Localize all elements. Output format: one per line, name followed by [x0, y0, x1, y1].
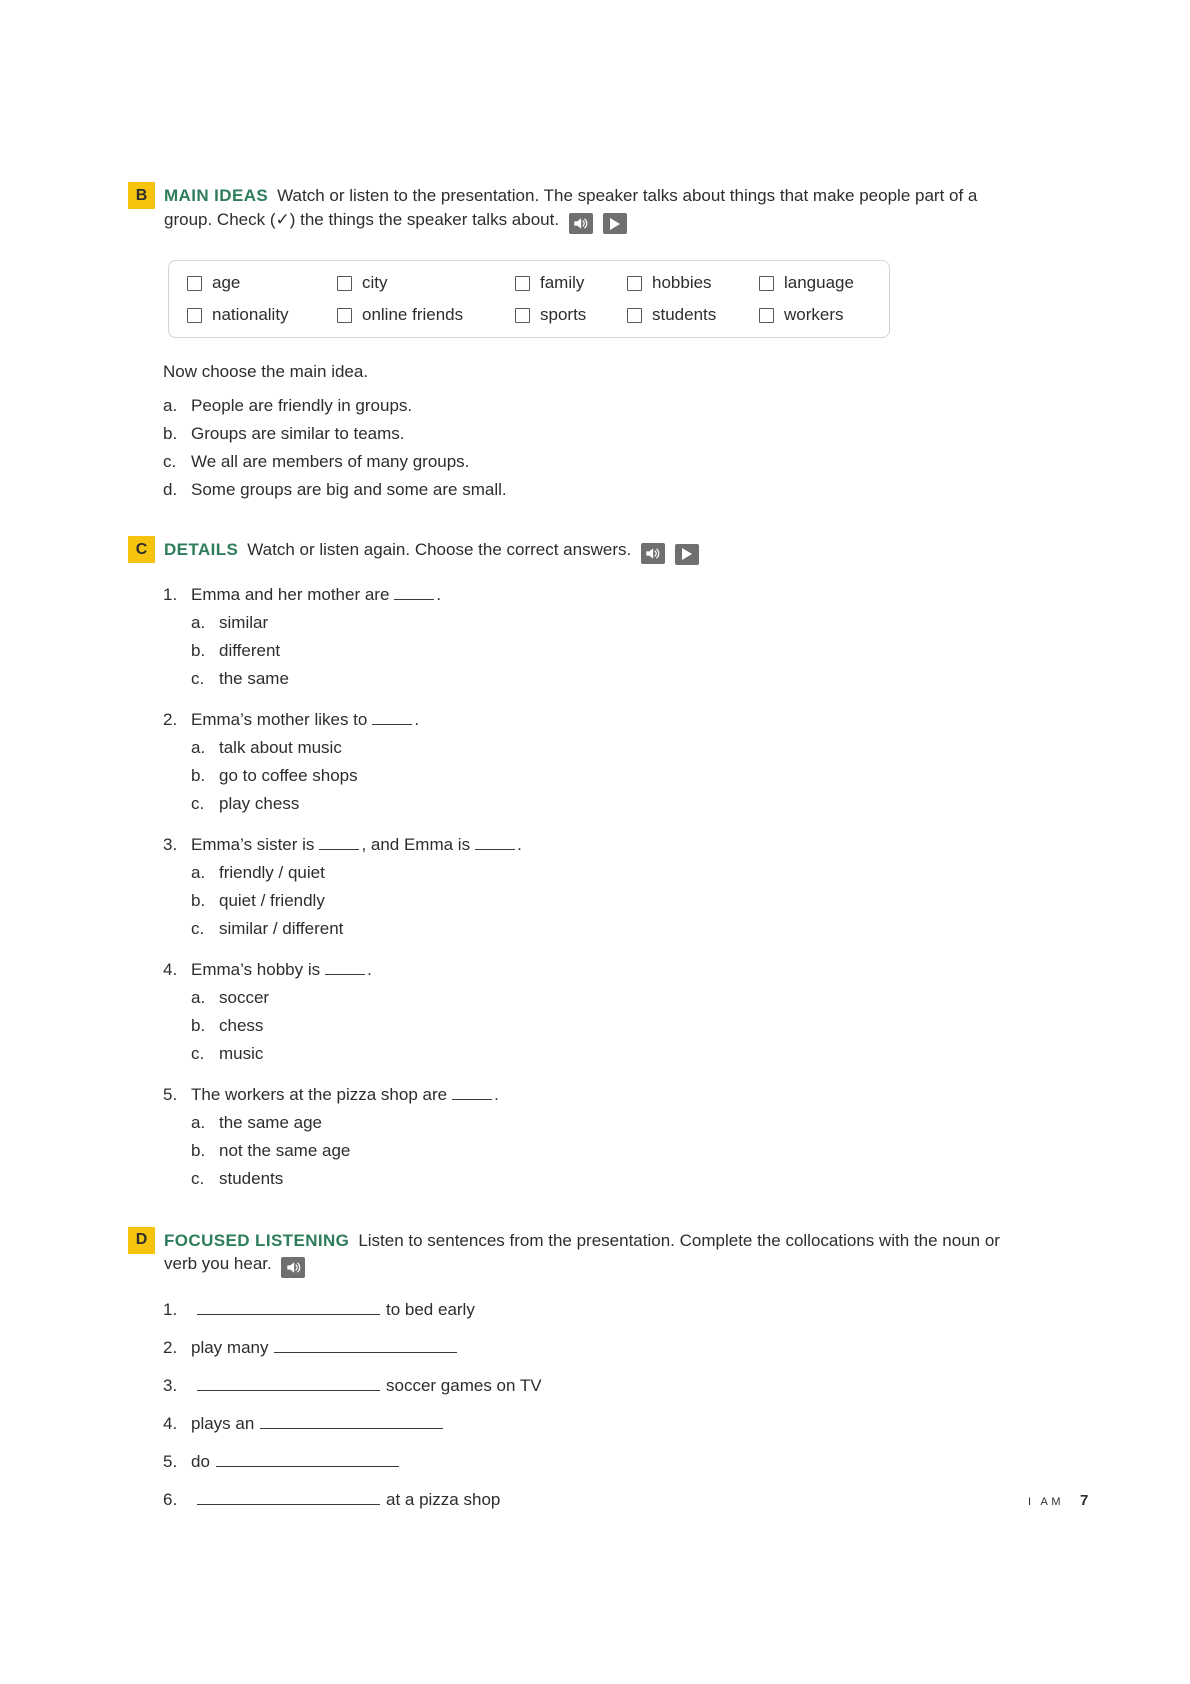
- question-text: Emma and her mother are .: [191, 584, 442, 604]
- checkbox-item-language: [759, 270, 879, 296]
- item-number: 3.: [163, 1376, 178, 1395]
- play-icon: [609, 218, 620, 230]
- checkbox-label: family: [540, 273, 585, 292]
- checkbox-label: language: [784, 273, 854, 292]
- page-footer: [1028, 1492, 1088, 1509]
- speaker-icon: [573, 217, 588, 230]
- question-text: Emma’s hobby is .: [191, 959, 372, 979]
- question-stem: [163, 706, 1190, 734]
- option-text: students: [219, 1168, 284, 1188]
- audio-button[interactable]: [569, 213, 593, 234]
- option-letter: c.: [163, 452, 177, 471]
- collocation-item-5: [163, 1448, 1190, 1475]
- checkbox[interactable]: [187, 276, 202, 291]
- main-idea-option-a[interactable]: [163, 392, 1190, 420]
- checkbox-label: city: [362, 273, 388, 292]
- main-idea-option-d[interactable]: [163, 476, 1190, 504]
- checkbox-item-sports: [515, 302, 627, 328]
- checkbox[interactable]: [187, 308, 202, 323]
- checkbox-item-family: [515, 270, 627, 296]
- item-number: 2.: [163, 1338, 178, 1357]
- option-text: chess: [219, 1015, 264, 1035]
- main-idea-prompt: Now choose the main idea.: [163, 362, 369, 381]
- answer-blank[interactable]: [452, 1086, 492, 1099]
- section-d-badge: D: [128, 1227, 155, 1254]
- fill-in-blank[interactable]: [197, 1378, 380, 1391]
- item-text: plays an: [191, 1414, 255, 1433]
- question-number: 3.: [163, 834, 178, 854]
- checkbox[interactable]: [627, 308, 642, 323]
- answer-blank[interactable]: [319, 836, 359, 849]
- option-letter: a.: [191, 737, 206, 757]
- section-b-badge: B: [128, 182, 155, 209]
- section-c-instruction-text: Watch or listen again. Choose the correct answers.: [247, 540, 632, 559]
- option-letter: d.: [163, 480, 178, 499]
- option-text: friendly / quiet: [219, 862, 325, 882]
- fill-in-blank[interactable]: [274, 1340, 457, 1353]
- option-letter: c.: [191, 668, 205, 688]
- option-a[interactable]: [191, 859, 1190, 887]
- checkbox-label: online friends: [362, 305, 464, 324]
- question-text: The workers at the pizza shop are .: [191, 1084, 499, 1104]
- section-b-instruction-text: Watch or listen to the presentation. The speaker talks about things that make people part of a group. Check (✓) the things the speaker talks about.: [164, 186, 978, 229]
- option-c[interactable]: [191, 1165, 1190, 1193]
- option-letter: b.: [191, 765, 206, 785]
- main-idea-options: [163, 392, 1190, 504]
- question-stem: [163, 581, 1190, 609]
- checkbox-label: students: [652, 305, 717, 324]
- option-a[interactable]: [191, 1109, 1190, 1137]
- question-options: [191, 609, 1190, 693]
- option-text: talk about music: [219, 737, 342, 757]
- fill-in-blank[interactable]: [216, 1454, 399, 1467]
- speaker-icon: [645, 547, 660, 560]
- question-options: [191, 734, 1190, 818]
- option-c[interactable]: [191, 665, 1190, 693]
- question-options: [191, 1109, 1190, 1193]
- topics-checkbox-panel: [168, 260, 890, 338]
- collocation-item-4: [163, 1410, 1190, 1437]
- main-idea-option-b[interactable]: [163, 420, 1190, 448]
- section-details: [128, 538, 1020, 565]
- option-letter: b.: [191, 640, 206, 660]
- checkbox[interactable]: [759, 308, 774, 323]
- option-text: quiet / friendly: [219, 890, 325, 910]
- section-d-instruction: [164, 1229, 1020, 1279]
- checkbox-label: hobbies: [652, 273, 712, 292]
- option-letter: a.: [163, 396, 178, 415]
- option-letter: c.: [191, 793, 205, 813]
- option-a[interactable]: [191, 609, 1190, 637]
- question-stem: [163, 956, 1190, 984]
- option-letter: a.: [191, 862, 206, 882]
- item-text: play many: [191, 1338, 269, 1357]
- fill-in-blank[interactable]: [197, 1492, 380, 1505]
- section-c-badge: C: [128, 536, 155, 563]
- item-text: at a pizza shop: [386, 1490, 501, 1509]
- option-letter: a.: [191, 612, 206, 632]
- play-icon: [681, 548, 692, 560]
- option-text: go to coffee shops: [219, 765, 358, 785]
- option-c[interactable]: [191, 915, 1190, 943]
- audio-button[interactable]: [281, 1257, 305, 1278]
- option-c[interactable]: [191, 790, 1190, 818]
- question-text: Emma’s sister is , and Emma is .: [191, 834, 522, 854]
- collocation-item-2: [163, 1334, 1190, 1361]
- option-text: Groups are similar to teams.: [191, 424, 405, 443]
- collocation-item-3: [163, 1372, 1190, 1399]
- option-letter: c.: [191, 918, 205, 938]
- question-number: 5.: [163, 1084, 178, 1104]
- option-text: not the same age: [219, 1140, 351, 1160]
- option-letter: b.: [191, 1140, 206, 1160]
- option-letter: c.: [191, 1168, 205, 1188]
- question-5: [163, 1081, 1190, 1193]
- checkbox-label: sports: [540, 305, 587, 324]
- section-c-instruction: [164, 538, 1020, 565]
- question-options: [191, 859, 1190, 943]
- answer-blank[interactable]: [394, 586, 434, 599]
- checkbox-item-hobbies: [627, 270, 759, 296]
- checkbox[interactable]: [515, 276, 530, 291]
- option-b[interactable]: [191, 887, 1190, 915]
- question-number: 4.: [163, 959, 178, 979]
- item-text: to bed early: [386, 1300, 475, 1319]
- option-text: soccer: [219, 987, 270, 1007]
- section-c-title: DETAILS: [164, 540, 239, 559]
- option-a[interactable]: [191, 984, 1190, 1012]
- item-number: 6.: [163, 1490, 178, 1509]
- option-letter: b.: [191, 890, 206, 910]
- question-2: [163, 706, 1190, 818]
- section-d-instruction-text: Listen to sentences from the presentation. Complete the collocations with the noun or verb you hear.: [164, 1230, 1000, 1273]
- fill-in-blank[interactable]: [197, 1302, 380, 1315]
- question-number: 2.: [163, 709, 178, 729]
- question-stem: [163, 1081, 1190, 1109]
- checkbox[interactable]: [759, 276, 774, 291]
- option-text: different: [219, 640, 281, 660]
- question-3: [163, 831, 1190, 943]
- option-text: music: [219, 1043, 264, 1063]
- option-text: Some groups are big and some are small.: [191, 480, 507, 499]
- option-letter: b.: [163, 424, 178, 443]
- checkbox-item-city: [337, 270, 515, 296]
- checkbox[interactable]: [515, 308, 530, 323]
- checkbox[interactable]: [337, 308, 352, 323]
- question-options: [191, 984, 1190, 1068]
- question-number: 1.: [163, 584, 178, 604]
- question-4: [163, 956, 1190, 1068]
- main-idea-option-c[interactable]: [163, 448, 1190, 476]
- answer-blank[interactable]: [475, 836, 515, 849]
- play-button[interactable]: [675, 544, 699, 565]
- unit-title: I AM: [1028, 1496, 1065, 1508]
- fill-in-blank[interactable]: [260, 1416, 443, 1429]
- item-number: 4.: [163, 1414, 178, 1433]
- question-1: [163, 581, 1190, 693]
- checkbox-item-online-friends: [337, 302, 515, 328]
- question-text: Emma’s mother likes to .: [191, 709, 420, 729]
- checkbox[interactable]: [627, 276, 642, 291]
- answer-blank[interactable]: [325, 961, 365, 974]
- item-number: 1.: [163, 1300, 178, 1319]
- collocation-items: [163, 1296, 1190, 1513]
- item-number: 5.: [163, 1452, 178, 1471]
- option-b[interactable]: [191, 637, 1190, 665]
- checkbox-label: nationality: [212, 305, 289, 324]
- option-b[interactable]: [191, 1137, 1190, 1165]
- checkbox-item-age: [187, 270, 337, 296]
- details-questions: [163, 581, 1190, 1193]
- play-button[interactable]: [603, 213, 627, 234]
- option-text: We all are members of many groups.: [191, 452, 470, 471]
- checkbox-item-workers: [759, 302, 879, 328]
- option-letter: b.: [191, 1015, 206, 1035]
- checkbox-item-students: [627, 302, 759, 328]
- option-letter: c.: [191, 1043, 205, 1063]
- option-b[interactable]: [191, 762, 1190, 790]
- checkbox[interactable]: [337, 276, 352, 291]
- option-text: play chess: [219, 793, 300, 813]
- option-text: People are friendly in groups.: [191, 396, 413, 415]
- option-letter: a.: [191, 987, 206, 1007]
- checkbox-label: workers: [784, 305, 844, 324]
- audio-button[interactable]: [641, 543, 665, 564]
- speaker-icon: [286, 1261, 301, 1274]
- option-b[interactable]: [191, 1012, 1190, 1040]
- question-stem: [163, 831, 1190, 859]
- option-c[interactable]: [191, 1040, 1190, 1068]
- section-b-title: MAIN IDEAS: [164, 186, 269, 205]
- option-text: the same age: [219, 1112, 323, 1132]
- option-text: similar / different: [219, 918, 344, 938]
- item-text: soccer games on TV: [386, 1376, 542, 1395]
- checkbox-item-nationality: [187, 302, 337, 328]
- option-text: the same: [219, 668, 289, 688]
- item-text: do: [191, 1452, 210, 1471]
- section-b-instruction: [164, 184, 1020, 234]
- collocation-item-1: [163, 1296, 1190, 1323]
- option-letter: a.: [191, 1112, 206, 1132]
- option-a[interactable]: [191, 734, 1190, 762]
- section-d-title: FOCUSED LISTENING: [164, 1230, 350, 1250]
- section-focused-listening: [128, 1229, 1020, 1279]
- option-text: similar: [219, 612, 269, 632]
- section-main-ideas: [128, 184, 1020, 234]
- page-number: 7: [1080, 1492, 1089, 1509]
- answer-blank[interactable]: [372, 711, 412, 724]
- checkbox-label: age: [212, 273, 241, 292]
